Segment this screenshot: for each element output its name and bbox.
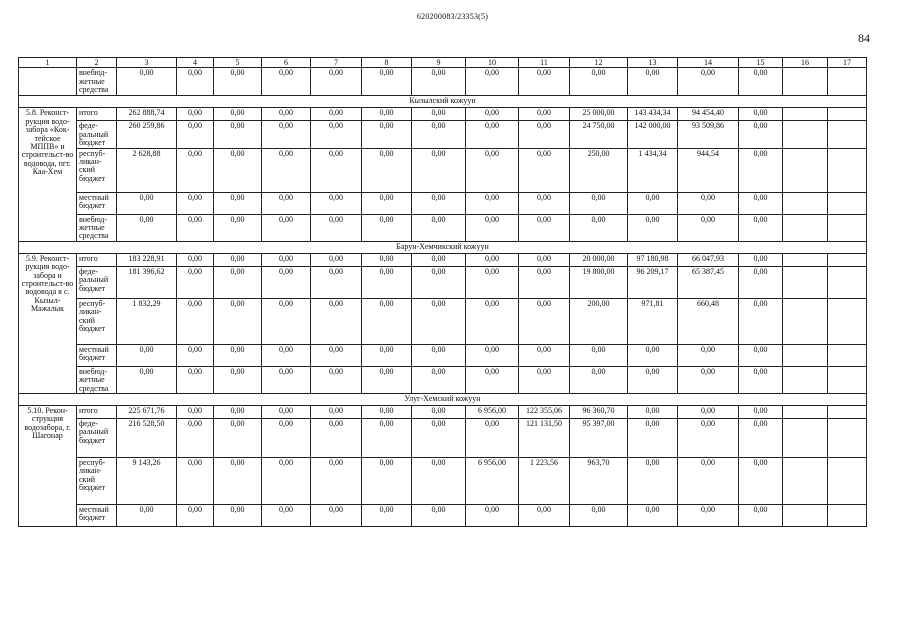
column-number: 8 [362,58,412,68]
value-cell [828,192,867,214]
value-cell [828,148,867,192]
item-title: 5.8. Реконст-рукция водо-забора «Кок-тейское МППВ» и строительст-во водовода, пгт. Каа-Хем [19,108,77,241]
value-cell: 0,00 [466,253,519,266]
value-cell: 0,00 [628,505,678,527]
value-cell [783,148,828,192]
funding-source-label: внебюд-жетные средства [77,68,117,96]
value-cell: 250,00 [570,148,628,192]
value-cell: 0,00 [412,419,466,458]
value-cell: 0,00 [412,298,466,344]
value-cell: 0,00 [570,505,628,527]
value-cell: 0,00 [117,505,177,527]
value-cell [828,344,867,366]
value-cell: 0,00 [311,68,362,96]
value-cell: 0,00 [177,406,214,419]
value-cell: 0,00 [570,192,628,214]
value-cell: 0,00 [362,68,412,96]
table-row [19,505,867,527]
value-cell [828,108,867,121]
value-cell: 0,00 [362,419,412,458]
value-cell: 0,00 [628,344,678,366]
column-number: 16 [783,58,828,68]
value-cell: 0,00 [466,505,519,527]
value-cell: 96 360,70 [570,406,628,419]
funding-source-label: итого [77,108,117,121]
value-cell: 0,00 [262,344,311,366]
column-number: 17 [828,58,867,68]
value-cell: 0,00 [519,266,570,298]
value-cell: 0,00 [739,121,783,148]
value-cell: 2 628,88 [117,148,177,192]
value-cell: 0,00 [412,121,466,148]
value-cell: 0,00 [362,298,412,344]
value-cell [783,505,828,527]
value-cell: 0,00 [311,406,362,419]
value-cell: 0,00 [412,344,466,366]
value-cell: 0,00 [412,458,466,505]
value-cell: 0,00 [739,505,783,527]
value-cell: 0,00 [311,108,362,121]
value-cell [783,298,828,344]
table-row [19,253,867,266]
item-title: 5.9. Реконст-рукция водо-забора и строительст-во водовода в с. Кызыл-Мажалык [19,253,77,393]
value-cell: 0,00 [262,505,311,527]
value-cell: 0,00 [412,68,466,96]
value-cell: 260 259,86 [117,121,177,148]
funding-source-label: местный бюджет [77,192,117,214]
funding-source-label: местный бюджет [77,344,117,366]
value-cell: 0,00 [412,366,466,393]
value-cell [828,366,867,393]
value-cell: 0,00 [311,505,362,527]
value-cell [828,419,867,458]
value-cell: 0,00 [739,68,783,96]
value-cell: 0,00 [466,121,519,148]
table-row [19,458,867,505]
value-cell: 0,00 [519,121,570,148]
funding-source-label: местный бюджет [77,505,117,527]
region-row [19,96,867,108]
value-cell: 225 671,76 [117,406,177,419]
value-cell: 0,00 [519,366,570,393]
value-cell: 0,00 [739,406,783,419]
value-cell: 0,00 [739,266,783,298]
table-row [19,266,867,298]
value-cell: 0,00 [117,344,177,366]
table-row [19,344,867,366]
value-cell: 0,00 [117,68,177,96]
value-cell: 0,00 [177,344,214,366]
value-cell: 0,00 [214,253,262,266]
value-cell: 0,00 [466,419,519,458]
item-cell [19,68,77,96]
value-cell: 0,00 [362,108,412,121]
value-cell: 0,00 [311,458,362,505]
value-cell: 0,00 [262,253,311,266]
value-cell: 0,00 [412,148,466,192]
value-cell: 142 000,00 [628,121,678,148]
value-cell: 0,00 [214,419,262,458]
value-cell: 0,00 [214,344,262,366]
value-cell: 96 209,17 [628,266,678,298]
value-cell [783,108,828,121]
item-title: 5.10. Рекон-струкция водозабора, г. Шагонар [19,406,77,527]
value-cell: 0,00 [412,253,466,266]
value-cell: 0,00 [412,266,466,298]
value-cell: 0,00 [262,406,311,419]
region-title: Кызылский кожуун [19,96,867,108]
value-cell: 0,00 [262,148,311,192]
value-cell: 0,00 [466,266,519,298]
value-cell: 0,00 [570,214,628,241]
value-cell: 93 509,86 [678,121,739,148]
value-cell: 0,00 [311,148,362,192]
value-cell [783,366,828,393]
value-cell: 0,00 [466,298,519,344]
document-code: 620200083/23353(5) [416,12,489,21]
column-number: 2 [77,58,117,68]
funding-source-label: феде-ральный бюджет [77,266,117,298]
value-cell: 0,00 [739,458,783,505]
value-cell: 0,00 [214,214,262,241]
value-cell: 0,00 [678,406,739,419]
value-cell: 0,00 [628,458,678,505]
value-cell: 0,00 [519,108,570,121]
column-number: 4 [177,58,214,68]
value-cell: 0,00 [362,406,412,419]
region-row [19,394,867,406]
value-cell: 0,00 [739,298,783,344]
value-cell: 9 143,26 [117,458,177,505]
value-cell [828,121,867,148]
value-cell: 216 528,50 [117,419,177,458]
value-cell: 0,00 [678,68,739,96]
value-cell [828,266,867,298]
value-cell: 0,00 [177,253,214,266]
value-cell: 65 387,45 [678,266,739,298]
value-cell: 20 000,00 [570,253,628,266]
value-cell: 0,00 [262,366,311,393]
value-cell: 0,00 [177,121,214,148]
value-cell: 0,00 [262,214,311,241]
value-cell: 0,00 [362,148,412,192]
value-cell: 6 956,00 [466,458,519,505]
value-cell: 0,00 [570,68,628,96]
value-cell: 0,00 [311,344,362,366]
value-cell: 0,00 [362,505,412,527]
value-cell: 95 397,00 [570,419,628,458]
value-cell: 1 434,34 [628,148,678,192]
column-number: 6 [262,58,311,68]
value-cell: 0,00 [311,419,362,458]
value-cell: 0,00 [262,192,311,214]
value-cell: 0,00 [262,419,311,458]
value-cell [828,406,867,419]
table-row [19,192,867,214]
value-cell: 6 956,00 [466,406,519,419]
value-cell [783,253,828,266]
value-cell: 66 047,93 [678,253,739,266]
value-cell: 0,00 [678,419,739,458]
value-cell: 0,00 [177,366,214,393]
value-cell: 181 396,62 [117,266,177,298]
value-cell: 0,00 [177,214,214,241]
value-cell: 122 355,06 [519,406,570,419]
column-number: 1 [19,58,77,68]
value-cell: 0,00 [117,214,177,241]
table-row [19,419,867,458]
column-number: 9 [412,58,466,68]
value-cell [783,344,828,366]
value-cell: 0,00 [678,344,739,366]
value-cell: 660,48 [678,298,739,344]
column-number: 10 [466,58,519,68]
value-cell: 0,00 [739,344,783,366]
value-cell: 0,00 [678,366,739,393]
value-cell: 0,00 [311,214,362,241]
value-cell: 0,00 [412,214,466,241]
value-cell [783,192,828,214]
value-cell: 24 750,00 [570,121,628,148]
column-number: 3 [117,58,177,68]
value-cell: 0,00 [262,298,311,344]
value-cell [783,214,828,241]
value-cell: 0,00 [214,366,262,393]
column-number: 5 [214,58,262,68]
column-number: 13 [628,58,678,68]
funding-source-label: внебюд-жетные средства [77,366,117,393]
value-cell: 0,00 [362,192,412,214]
value-cell: 0,00 [519,68,570,96]
funding-source-label: феде-ральный бюджет [77,121,117,148]
value-cell: 262 888,74 [117,108,177,121]
value-cell: 0,00 [262,458,311,505]
value-cell [783,406,828,419]
column-number: 14 [678,58,739,68]
funding-source-label: феде-ральный бюджет [77,419,117,458]
value-cell: 0,00 [678,458,739,505]
value-cell: 0,00 [177,419,214,458]
value-cell: 0,00 [739,419,783,458]
value-cell: 0,00 [628,419,678,458]
page-number: 84 [858,31,870,45]
table-row [19,214,867,241]
value-cell: 143 434,34 [628,108,678,121]
value-cell: 0,00 [466,148,519,192]
value-cell: 0,00 [311,298,362,344]
value-cell: 0,00 [739,148,783,192]
value-cell: 0,00 [739,366,783,393]
table-row [19,148,867,192]
value-cell: 0,00 [214,121,262,148]
value-cell: 0,00 [214,298,262,344]
value-cell: 0,00 [678,214,739,241]
value-cell: 0,00 [311,266,362,298]
value-cell: 0,00 [739,108,783,121]
table-row [19,68,867,96]
value-cell: 19 800,00 [570,266,628,298]
value-cell: 0,00 [412,192,466,214]
value-cell: 0,00 [177,192,214,214]
value-cell: 0,00 [412,406,466,419]
region-row [19,241,867,253]
funding-source-label: внебюд-жетные средства [77,214,117,241]
value-cell [783,68,828,96]
value-cell: 94 454,40 [678,108,739,121]
value-cell: 944,54 [678,148,739,192]
value-cell: 0,00 [739,192,783,214]
value-cell: 0,00 [412,108,466,121]
value-cell: 0,00 [412,505,466,527]
value-cell: 0,00 [214,458,262,505]
value-cell: 0,00 [214,406,262,419]
funding-source-label: итого [77,253,117,266]
value-cell: 0,00 [466,192,519,214]
table-row [19,366,867,393]
value-cell: 0,00 [678,192,739,214]
value-cell: 0,00 [519,344,570,366]
value-cell [783,121,828,148]
value-cell: 0,00 [739,214,783,241]
value-cell: 0,00 [177,505,214,527]
value-cell: 0,00 [466,108,519,121]
value-cell: 0,00 [311,366,362,393]
value-cell: 121 131,50 [519,419,570,458]
value-cell: 0,00 [362,266,412,298]
value-cell: 0,00 [570,344,628,366]
value-cell: 0,00 [519,298,570,344]
funding-source-label: респуб-ликан-ский бюджет [77,148,117,192]
table-row [19,298,867,344]
value-cell: 183 228,91 [117,253,177,266]
value-cell: 0,00 [262,121,311,148]
value-cell: 97 180,98 [628,253,678,266]
value-cell: 0,00 [214,148,262,192]
value-cell: 0,00 [362,366,412,393]
value-cell: 0,00 [177,148,214,192]
region-title: Улуг-Хемский кожуун [19,394,867,406]
value-cell: 0,00 [519,192,570,214]
value-cell: 0,00 [262,266,311,298]
table-row [19,108,867,121]
column-number: 7 [311,58,362,68]
funding-source-label: итого [77,406,117,419]
value-cell: 0,00 [177,458,214,505]
value-cell: 0,00 [362,121,412,148]
value-cell: 0,00 [519,505,570,527]
value-cell: 0,00 [362,214,412,241]
value-cell: 0,00 [214,68,262,96]
value-cell: 1 223,56 [519,458,570,505]
value-cell: 200,00 [570,298,628,344]
value-cell: 0,00 [311,253,362,266]
funding-source-label: респуб-ликан-ский бюджет [77,298,117,344]
value-cell [783,458,828,505]
value-cell: 0,00 [117,192,177,214]
value-cell: 0,00 [466,366,519,393]
column-number: 11 [519,58,570,68]
value-cell [783,419,828,458]
value-cell: 0,00 [311,121,362,148]
value-cell: 0,00 [362,253,412,266]
value-cell: 0,00 [214,266,262,298]
value-cell: 0,00 [214,108,262,121]
column-number: 15 [739,58,783,68]
value-cell: 0,00 [214,505,262,527]
value-cell [828,458,867,505]
value-cell: 0,00 [519,253,570,266]
value-cell: 0,00 [628,214,678,241]
value-cell: 0,00 [177,68,214,96]
region-title: Барун-Хемчикский кожуун [19,241,867,253]
table-row [19,406,867,419]
value-cell: 0,00 [570,366,628,393]
value-cell: 0,00 [117,366,177,393]
value-cell: 0,00 [311,192,362,214]
column-number-row [19,58,867,68]
value-cell: 0,00 [177,298,214,344]
value-cell: 0,00 [466,344,519,366]
value-cell: 0,00 [262,68,311,96]
value-cell: 971,81 [628,298,678,344]
column-number: 12 [570,58,628,68]
value-cell: 0,00 [214,192,262,214]
value-cell: 0,00 [628,68,678,96]
value-cell: 963,70 [570,458,628,505]
value-cell: 0,00 [466,214,519,241]
value-cell: 0,00 [262,108,311,121]
value-cell [828,68,867,96]
value-cell: 0,00 [678,505,739,527]
value-cell: 1 832,29 [117,298,177,344]
value-cell: 0,00 [362,458,412,505]
value-cell: 0,00 [362,344,412,366]
value-cell: 0,00 [177,108,214,121]
value-cell: 0,00 [628,192,678,214]
value-cell [783,266,828,298]
value-cell [828,253,867,266]
value-cell: 0,00 [519,148,570,192]
funding-source-label: респуб-ликан-ский бюджет [77,458,117,505]
budget-table [18,57,867,527]
value-cell [828,214,867,241]
value-cell [828,505,867,527]
value-cell [828,298,867,344]
value-cell: 0,00 [628,366,678,393]
value-cell: 0,00 [739,253,783,266]
value-cell: 25 000,00 [570,108,628,121]
value-cell: 0,00 [177,266,214,298]
value-cell: 0,00 [466,68,519,96]
table-row [19,121,867,148]
value-cell: 0,00 [519,214,570,241]
value-cell: 0,00 [628,406,678,419]
